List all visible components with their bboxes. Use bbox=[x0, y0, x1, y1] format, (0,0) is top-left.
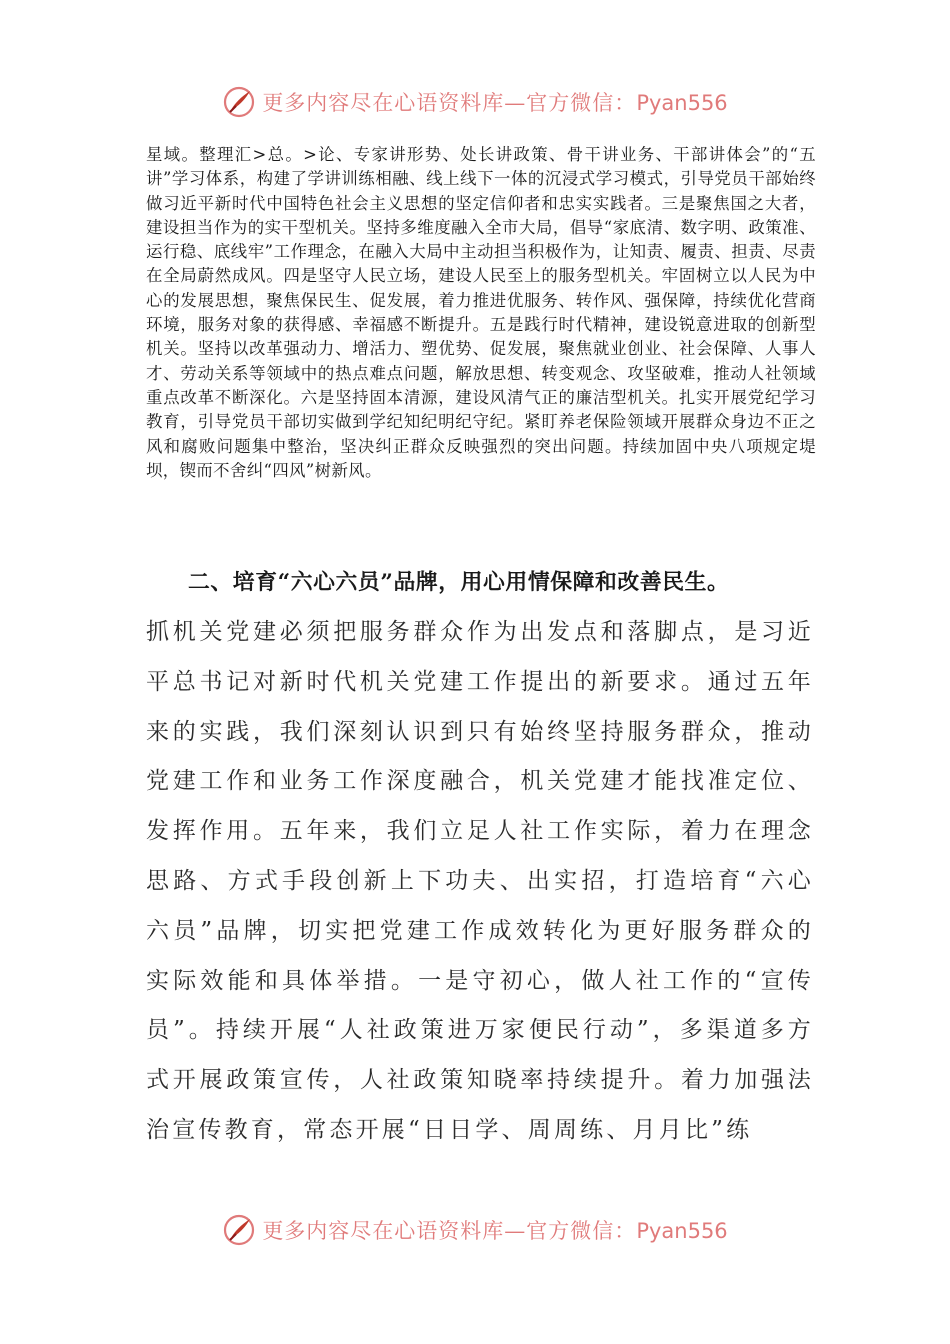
footer-banner bbox=[0, 1210, 950, 1250]
banner-text: 更多内容尽在心语资料库—官方微信：Pyan556 bbox=[262, 1219, 728, 1243]
main-paragraph: 抓机关党建必须把服务群众作为出发点和落脚点，是习近平总书记对新时代机关党建工作提出的新要求。通过五年来的实践，我们深刻认识到只有始终坚持服务群众，推动党建工作和业务工作深度融合，机关党建才能找准定位、发挥作用。五年来，我们立足人社工作实际，着力在理念思路、方式手段创新上下功夫、出实招，打造培育“六心六员”品牌，切实把党建工作成效转化为更好服务群众的实际效能和具体举措。一是守初心，做人社工作的“宣传员”。持续开展“人社政策进万家便民行动”，多渠道多方式开展政策宣传，人社政策知晓率持续提升。着力加强法治宣传教育，常态开展“日日学、周周练、月月比”练 bbox=[146, 619, 814, 1143]
header-banner bbox=[0, 82, 950, 122]
continuation-section bbox=[146, 143, 816, 483]
banner-text: 更多内容尽在心语资料库—官方微信：Pyan556 bbox=[262, 91, 728, 115]
wechat-handle: Pyan556 bbox=[636, 1219, 728, 1243]
wechat-handle: Pyan556 bbox=[636, 91, 728, 115]
main-section bbox=[146, 608, 814, 1156]
feather-pen-logo-icon bbox=[222, 85, 256, 119]
continuation-paragraph: 星域。整理汇>总。>论、专家讲形势、处长讲政策、骨干讲业务、干部讲体会”的“五讲”学习体系，构建了学讲训练相融、线上线下一体的沉浸式学习模式，引导党员干部始终做习近平新时代中国特色社会主义思想的坚定信仰者和忠实实践者。三是聚焦国之大者，建设担当作为的实干型机关。坚持多维度融入全市大局，倡导“家底清、数字明、政策准、运行稳、底线牢”工作理念，在融入大局中主动担当积极作为，让知责、履责、担责、尽责在全局蔚然成风。四是坚守人民立场，建设人民至上的服务型机关。牢固树立以人民为中心的发展思想，聚焦保民生、促发展，着力推进优服务、转作风、强保障，持续优化营商环境，服务对象的获得感、幸福感不断提升。五是践行时代精神，建设锐意进取的创新型机关。坚持以改革强动力、增活力、塑优势、促发展，聚焦就业创业、社会保障、人事人才、劳动关系等领域中的热点难点问题，解放思想、转变观念、攻坚破难，推动人社领域重点改革不断深化。六是坚持固本清源，建设风清气正的廉洁型机关。扎实开展党纪学习教育，引导党员干部切实做到学纪知纪明纪守纪。紧盯养老保险领域开展群众身边不正之风和腐败问题集中整治，坚决纠正群众反映强烈的突出问题。持续加固中央八项规定堤坝，锲而不舍纠“四风”树新风。 bbox=[146, 145, 816, 480]
feather-pen-logo-icon bbox=[222, 1213, 256, 1247]
section-heading: 二、培育“六心六员”品牌，用心用情保障和改善民生。 bbox=[188, 570, 730, 595]
